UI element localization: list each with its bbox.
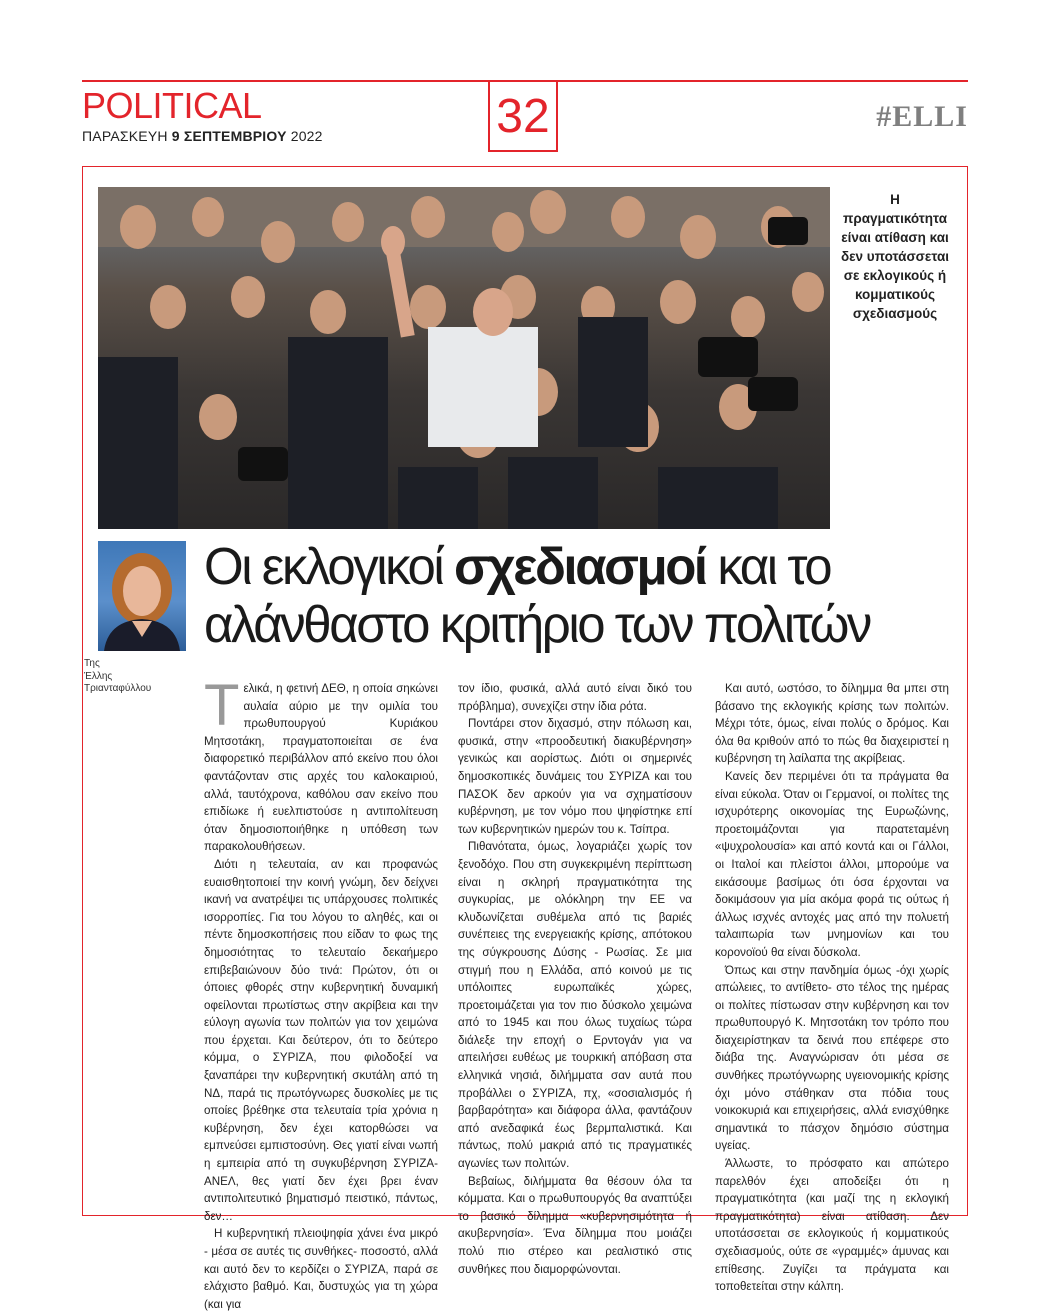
paragraph-text: ελικά, η φετινή ΔΕΘ, η οποία σηκώνει αυλαία αύριο με την ομιλία του πρωθυπουργού Κυριάκου Μητσοτάκη, πραγματοποιείται σε ένα διαφορετικό περιβάλλον από εκείνο που όλοι φαντάζονταν στις αρχές του καλοκαιριού, αλλά, ταυτόχρονα, καθόλου σαν εκείνο που επιδίωκε ή ευελπιστούσε η αντιπολίτευση όταν δημοσιοποιήθηκε η υπόθεση των παρακολουθήσεων.: [204, 682, 438, 854]
byline-line-3: Τριανταφύλλου: [84, 683, 152, 694]
date-bold: 9 ΣΕΠΤΕΜΒΡΙΟΥ: [171, 128, 287, 144]
author-byline: [84, 658, 184, 696]
author-portrait: [98, 541, 186, 651]
article-paragraph: Βεβαίως, διλήμματα θα θέσουν όλα τα κόμματα. Και ο πρωθυπουργός θα αναπτύξει το βασικό δίλημμα «κυβερνησιμότητα ή ακυβερνησία». Ένα δίλημμα που μοιάζει πολύ πιο στέρεο και ρεαλιστικό στις συνθήκες που διαμορφώνονται.: [458, 1174, 692, 1276]
headline-part-1: Οι εκλογικοί: [204, 538, 455, 596]
article-paragraph: Άλλωστε, το πρόσφατο και απώτερο παρελθόν έχει αποδείξει ότι η πραγματικότητα (και μαζί της η εκλογική πραγματικότητα) είναι ατίθαση. Δεν υποτάσσεται σε εκλογικούς ή κομματικούς σχεδιασμούς, ούτε σε «γραμμές» άμυνας και επίθεσης. Ζυγίζει τα πράγματα και τοποθετείται στην κάλπη.: [715, 1157, 949, 1294]
article-paragraph: Όπως και στην πανδημία όμως -όχι χωρίς απώλειες, το αντίθετο- στο τέλος της ημέρας οι πολίτες πίστωσαν στην κυβέρνηση και τον πρωθυπουργό Κ. Μητσοτάκη τον τρόπο που διαχειρίστηκαν τα δεινά που επέφερε στο διάβα της. Αναγνώρισαν ότι μέσα σε συνθήκες πρωτόγνωρης υγειονομικής κρίσης όχι μόνο στάθηκαν στα πόδια τους νοικοκυριά και επιχειρήσεις, αλλά ενισχύθηκε σημαντικά το πάσχον δημόσιο σύστημα υγείας.: [715, 963, 949, 1153]
article-column-1: [204, 673, 438, 1313]
page-number: 32: [496, 89, 550, 143]
crowd-photo: [98, 187, 830, 529]
issue-date: [82, 128, 323, 144]
article-paragraph: Η κυβερνητική πλειοψηφία χάνει ένα μικρό - μέσα σε αυτές τις συνθήκες- ποσοστό, αλλά και αυτό δεν το κερδίζει ο ΣΥΡΙΖΑ, παρά σε ελάχιστο βαθμό. Και, δυστυχώς για τη χώρα (και για: [204, 1227, 438, 1311]
section-title: POLITICAL: [82, 85, 262, 126]
byline-line-1: Της: [84, 658, 100, 669]
author-photo: [98, 541, 186, 651]
headline-bold: σχεδιασμοί: [454, 538, 706, 596]
headline-part-2: και το αλάνθαστο κριτήριο των πολιτών: [204, 538, 870, 654]
article-paragraph: Κανείς δεν περιμένει ότι τα πράγματα θα είναι εύκολα. Όταν οι Γερμανοί, οι πολίτες της ισχυρότερης οικονομίας της Ευρωζώνης, προετοιμάζονται για παρατεταμένη «ψυχρολουσία» και από κοντά και οι Γάλλοι, οι Ιταλοί και πλείστοι άλλοι, μπορούμε να εικάσουμε βασίμως ότι όσα έρχονται να δοκιμάσουν για μία ακόμα φορά τις ούτως ή άλλως ισχνές αντοχές μας από την πολυετή ταλαιπωρία των μνημονίων και του κορονοϊού θα είναι δύσκολα.: [715, 769, 949, 959]
article-paragraph: Πιθανότατα, όμως, λογαριάζει χωρίς τον ξενοδόχο. Που στη συγκεκριμένη περίπτωση είναι η σκληρή πραγματικότητα της συγκυρίας, με ολόκληρη την ΕΕ να κλυδωνίζεται συθέμελα από τις βαριές συνέπειες της ενεργειακής κρίσης, απότοκου της σύγκρουσης Δύσης - Ρωσίας. Σε μια στιγμή που η Ελλάδα, από κοινού με τις υπόλοιπες ευρωπαϊκές χώρες, προετοιμάζεται για τον πιο δύσκολο χειμώνα από το 1945 και που όλως τυχαίως τώρα διάλεξε την εποχή ο Ερντογάν για να απειλήσει ευθέως με τουρκική απόβαση στα ελληνικά νησιά, διλήμματα σαν αυτά που προβάλλει ο ΣΥΡΙΖΑ, πχ, «σοσιαλισμός ή βαρβαρότητα» και διάφορα άλλα, φαντάζουν από ανεδαφικά έως βερμπαλιστικά. Και πάντως, πολύ μακριά από τις πραγματικές αγωνίες των πολιτών.: [458, 840, 692, 1171]
article-column-3: [715, 680, 949, 1296]
byline-line-2: Έλλης: [84, 670, 113, 682]
date-prefix: ΠΑΡΑΣΚΕΥΗ: [82, 128, 172, 144]
article-paragraph: Διότι η τελευταία, αν και προφανώς ευαισθητοποιεί την κοινή γνώμη, δεν δείχνει ικανή να ανατρέψει τις υπάρχουσες πολιτικές ισορροπίες. Για του λόγου το αληθές, και οι πέντε δημοσκοπήσεις που είδαν το φως της δημοσιότητας το τελευταίο δεκαήμερο επιβεβαιώνουν δύο τινά: Πρώτον, ότι οι όποιες φθορές στην κυβερνητική δυναμική οφείλονται πρωτίστως στην ακρίβεια και την εύλογη αγωνία των πολιτών για τον χειμώνα που έρχεται. Και δεύτερον, ότι το δεύτερο κόμμα, ο ΣΥΡΙΖΑ, που φιλοδοξεί να ξαναπάρει την κυβερνητική σκυτάλη από τη ΝΔ, παρά τις πρωτόγνωρες δυσκολίες με τις οποίες βρέθηκε στα τελευταία τρία χρόνια η κυβέρνηση, δεν έχει κατορθώσει να εμπνεύσει εμπιστοσύνη. Θες γιατί είναι νωπή η εμπειρία από τη συγκυβέρνηση ΣΥΡΙΖΑ-ΑΝΕΛ, θες γιατί δεν έχει βρει έναν αντιπολιτευτικό βηματισμό πειστικό, πάντως, δεν…: [204, 857, 438, 1223]
drop-cap: Τ: [204, 673, 240, 738]
article-column-2: [458, 680, 692, 1278]
headline: [204, 538, 949, 654]
page-number-box: [488, 82, 558, 152]
article-paragraph: Και αυτό, ωστόσο, το δίλημμα θα μπει στη βάσανο της εκλογικής κρίσης των πολιτών. Μέχρι τότε, όμως, είναι πολύς ο δρόμος. Και όλα θα κριθούν από το πώς θα διαχειριστεί η κυβέρνηση τη λαίλαπα της ακρίβειας.: [715, 682, 949, 766]
article-paragraph: τον ίδιο, φυσικά, αλλά αυτό είναι δικό του πρόβλημα), συνεχίζει στην ίδια ρότα.: [458, 682, 692, 713]
article-paragraph: Ποντάρει στον διχασμό, στην πόλωση και, φυσικά, στην «προοδευτική διακυβέρνηση» γενικώς και αορίστως. Διότι οι σημερινές δημοσκοπικές δυνάμεις του ΣΥΡΙΖΑ και του ΠΑΣΟΚ δεν αρκούν για να σχηματίσουν κυβέρνηση, με τον νόμο που ψηφίστηκε επί των κυβερνητικών ημερών του κ. Τσίπρα.: [458, 717, 692, 836]
article-paragraph: [204, 673, 438, 856]
date-suffix: 2022: [286, 128, 323, 144]
photo-caption: Η πραγματικότητα είναι ατίθαση και δεν υποτάσσεται σε εκλογικούς ή κομματικούς σχεδιασμούς: [840, 192, 950, 321]
brand-tag: #ELLI: [876, 100, 968, 133]
crowd-photo-illustration: [98, 187, 830, 529]
